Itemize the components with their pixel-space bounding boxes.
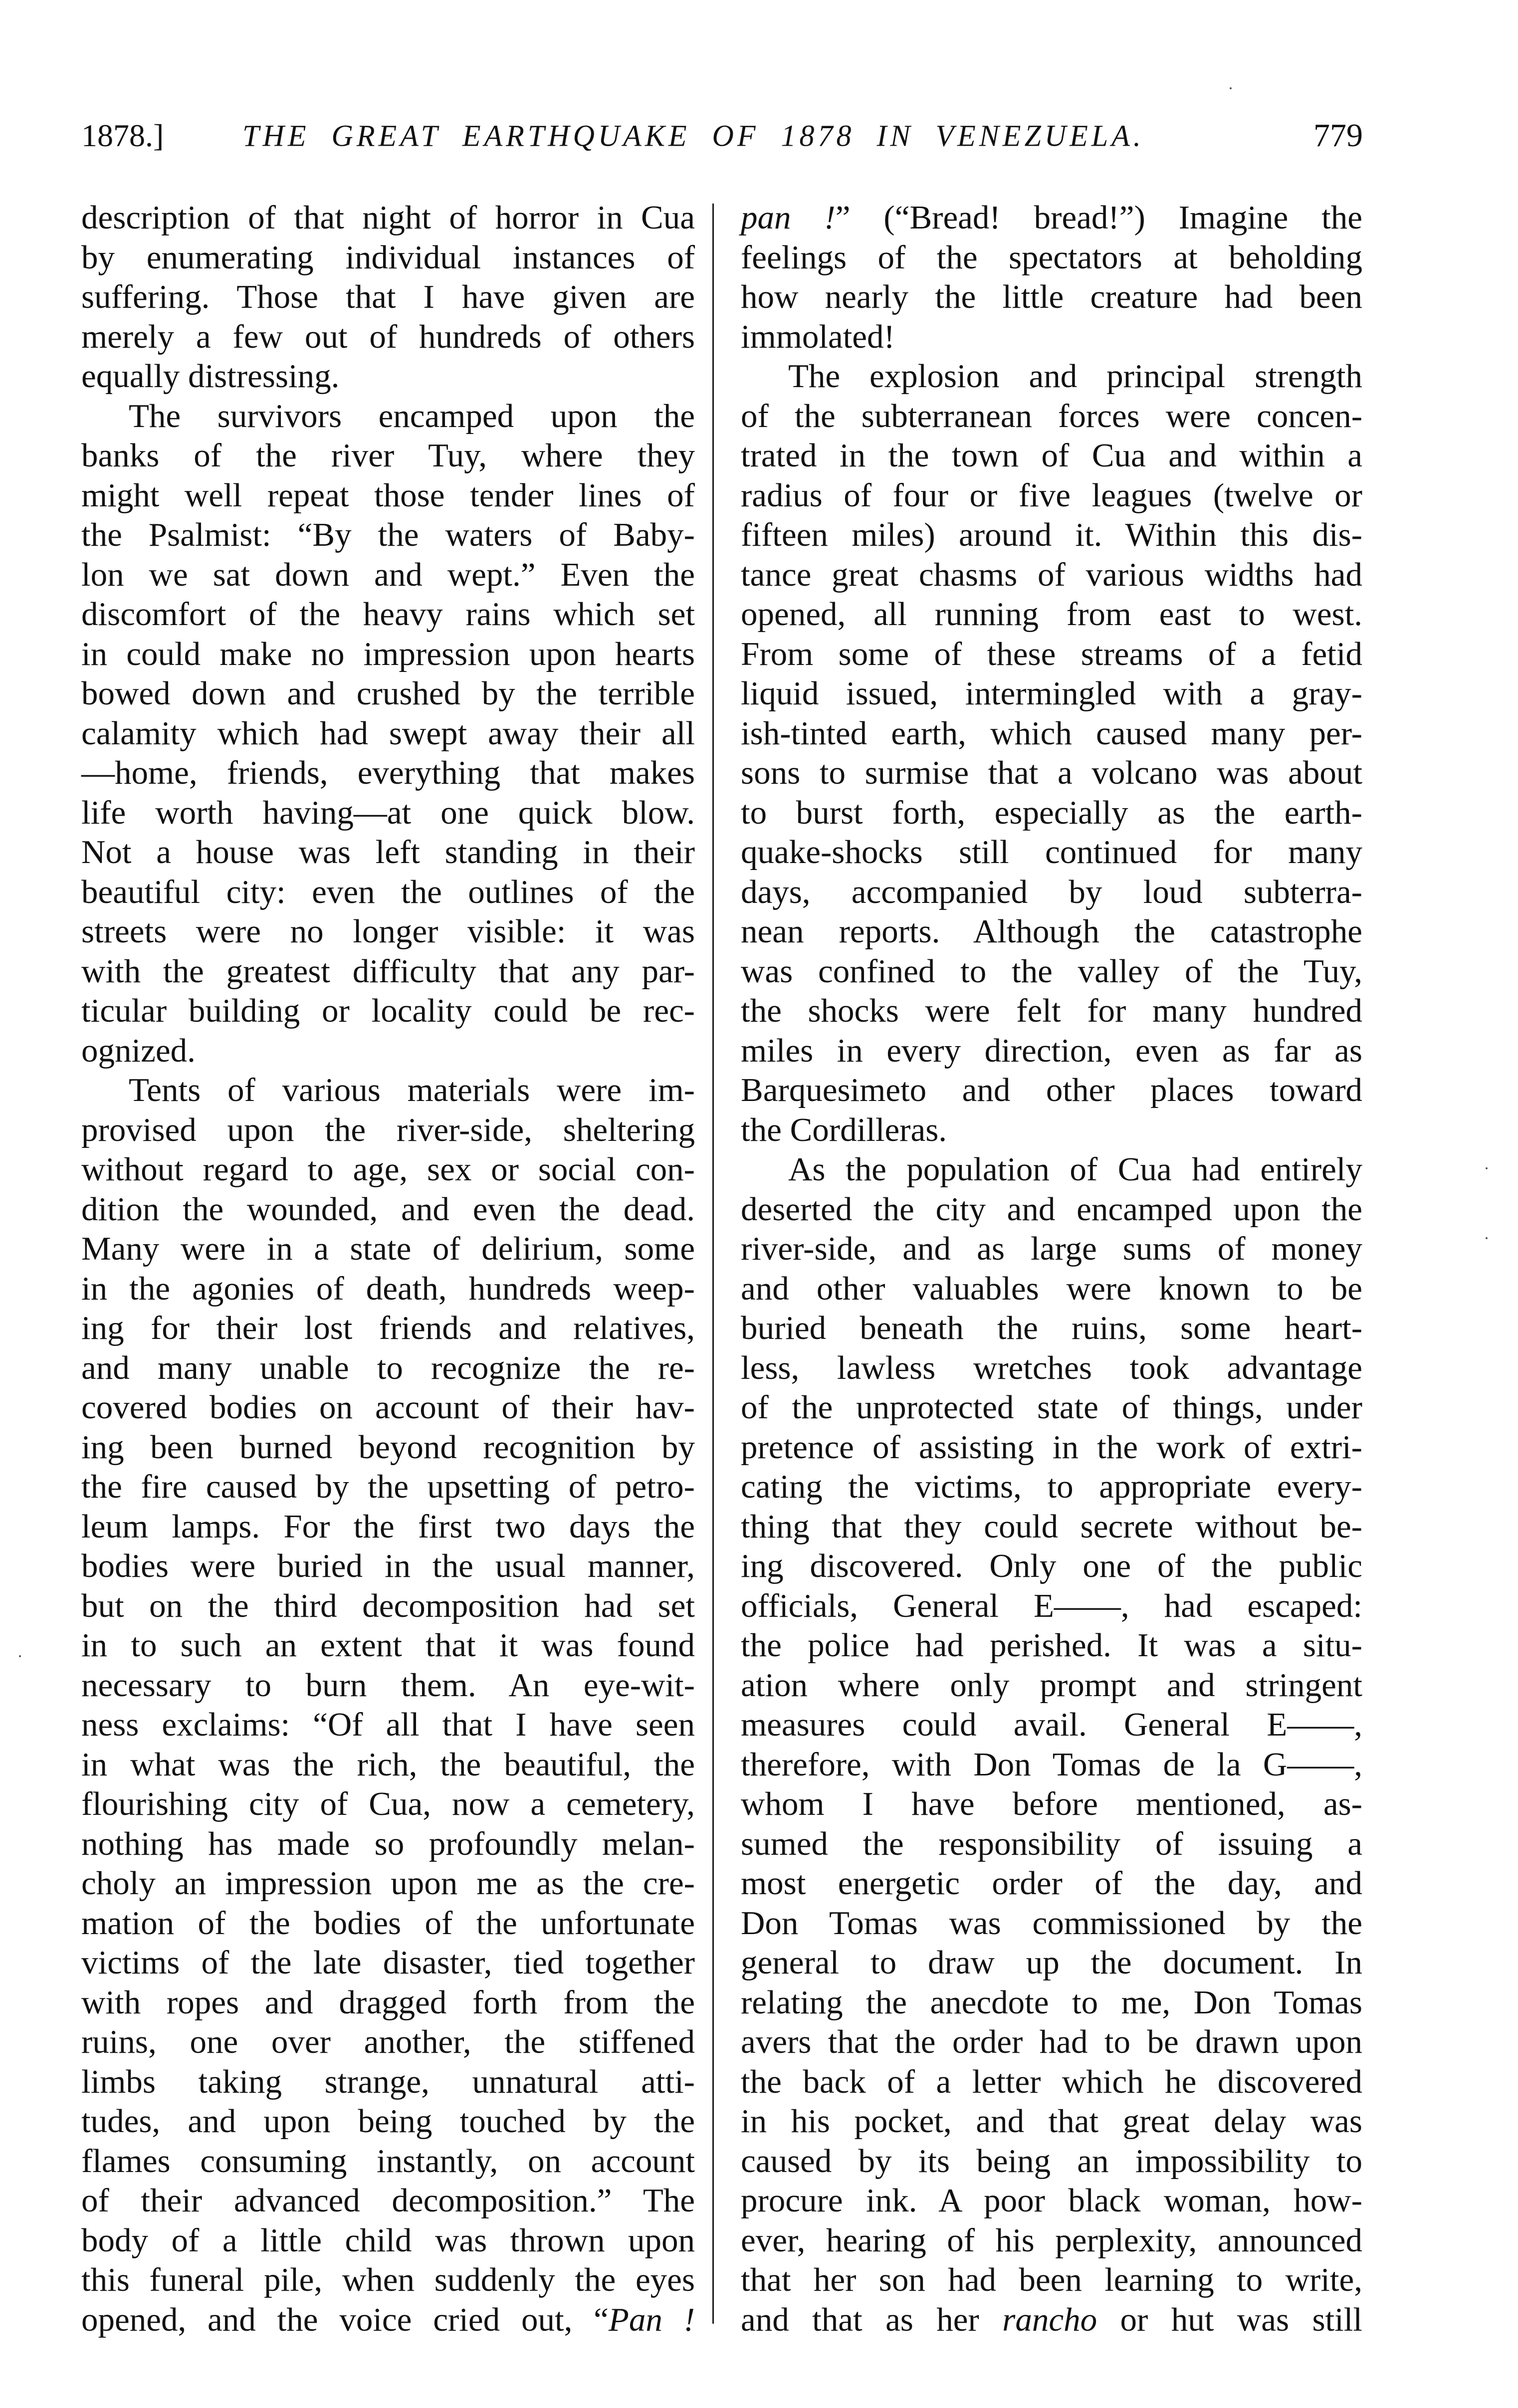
paragraph-start-line: As the population of Cua had entirely	[788, 1151, 1362, 1188]
text-line: in could make no impression upon hearts	[81, 635, 695, 672]
text-line: this funeral pile, when suddenly the eyes	[81, 2261, 695, 2298]
text-line: in to such an extent that it was found	[81, 1627, 695, 1664]
scan-speck	[1230, 87, 1232, 89]
text-line: avers that the order had to be drawn upon	[741, 2023, 1362, 2060]
paragraph-start-line: The survivors encamped upon the	[129, 397, 695, 435]
scan-speck	[19, 1655, 21, 1657]
paragraph-start-line: The explosion and principal strength	[788, 358, 1362, 395]
text-segment: opened, and the voice cried out, “	[81, 2301, 609, 2338]
text-line: miles in every direction, even as far as	[741, 1032, 1362, 1069]
text-line: calamity which had swept away their all	[81, 714, 695, 752]
text-line: limbs taking strange, unnatural atti-	[81, 2063, 695, 2100]
text-line: flourishing city of Cua, now a cemetery,	[81, 1785, 695, 1822]
text-line: days, accompanied by loud subterra-	[741, 873, 1362, 910]
text-line: by enumerating individual instances of	[81, 238, 695, 276]
text-line: victims of the late disaster, tied together	[81, 1944, 695, 1981]
text-line: without regard to age, sex or social con-	[81, 1151, 695, 1188]
text-line: relating the anecdote to me, Don Tomas	[741, 1983, 1362, 2021]
text-line: choly an impression upon me as the cre-	[81, 1865, 695, 1902]
text-line: in the agonies of death, hundreds weep-	[81, 1270, 695, 1307]
text-line: Barquesimeto and other places toward	[741, 1072, 1362, 1108]
text-line: pretence of assisting in the work of extri-	[741, 1428, 1362, 1466]
text-line: suffering. Those that I have given are	[81, 278, 695, 315]
text-line: bodies were buried in the usual manner,	[81, 1547, 695, 1584]
text-line: life worth having—at one quick blow.	[81, 794, 695, 831]
text-line: liquid issued, intermingled with a gray-	[741, 675, 1362, 712]
text-line-with-italic	[741, 198, 1362, 238]
text-line: Don Tomas was commissioned by the	[741, 1904, 1362, 1942]
text-line: ish-tinted earth, which caused many per-	[741, 714, 1362, 752]
italic-word-pan: pan !	[741, 199, 836, 236]
text-line: of their advanced decomposition.” The	[81, 2182, 695, 2219]
text-line: procure ink. A poor black woman, how-	[741, 2182, 1362, 2219]
text-line: in his pocket, and that great delay was	[741, 2103, 1362, 2140]
left-column	[81, 198, 695, 2340]
text-segment: and that as her	[741, 2301, 1003, 2338]
text-line: the back of a letter which he discovered	[741, 2063, 1362, 2100]
text-line: how nearly the little creature had been	[741, 278, 1362, 315]
text-line: with the greatest difficulty that any par-	[81, 952, 695, 990]
text-line: sons to surmise that a volcano was about	[741, 754, 1362, 791]
text-line: merely a few out of hundreds of others	[81, 318, 695, 355]
text-line: dition the wounded, and even the dead.	[81, 1190, 695, 1228]
text-line: deserted the city and encamped upon the	[741, 1190, 1362, 1228]
text-line: less, lawless wretches took advantage	[741, 1349, 1362, 1386]
text-line: banks of the river Tuy, where they	[81, 437, 695, 474]
text-line: sumed the responsibility of issuing a	[741, 1825, 1362, 1862]
text-line: provised upon the river-side, sheltering	[81, 1111, 695, 1148]
italic-word-pan: Pan !	[608, 2301, 695, 2338]
text-line-with-italic	[741, 2300, 1362, 2340]
text-line: was confined to the valley of the Tuy,	[741, 952, 1362, 990]
text-line: —home, friends, everything that makes	[81, 754, 695, 791]
text-line: to burst forth, especially as the earth-	[741, 794, 1362, 831]
text-line: beautiful city: even the outlines of the	[81, 873, 695, 910]
paragraph-start-line: Tents of various materials were im-	[129, 1072, 695, 1108]
text-line: tudes, and upon being touched by the	[81, 2103, 695, 2140]
text-line: necessary to burn them. An eye-wit-	[81, 1666, 695, 1704]
text-line: of the subterranean forces were concen-	[741, 397, 1362, 435]
text-line: with ropes and dragged forth from the	[81, 1983, 695, 2021]
italic-word-rancho: rancho	[1002, 2301, 1097, 2338]
text-line: ognized.	[81, 1032, 196, 1069]
text-line: and many unable to recognize the re-	[81, 1349, 695, 1386]
text-line-with-italic	[81, 2300, 695, 2340]
text-line: trated in the town of Cua and within a	[741, 437, 1362, 474]
text-line: equally distressing.	[81, 358, 340, 395]
text-line: tance great chasms of various widths had	[741, 556, 1362, 593]
scan-speck	[1486, 1167, 1488, 1169]
text-line: the fire caused by the upsetting of petro-	[81, 1468, 695, 1505]
text-line: cating the victims, to appropriate every-	[741, 1468, 1362, 1505]
text-line: nothing has made so profoundly melan-	[81, 1825, 695, 1862]
text-line: discomfort of the heavy rains which set	[81, 596, 695, 633]
text-line: ticular building or locality could be rec-	[81, 992, 695, 1029]
text-line: radius of four or five leagues (twelve or	[741, 476, 1362, 514]
text-line: that her son had been learning to write,	[741, 2261, 1362, 2298]
page-number: 779	[1313, 117, 1363, 154]
text-line: but on the third decomposition had set	[81, 1587, 695, 1624]
text-line: lon we sat down and wept.” Even the	[81, 556, 695, 593]
running-head	[0, 0, 1518, 170]
column-divider-rule	[712, 204, 714, 2324]
text-line: whom I have before mentioned, as-	[741, 1785, 1362, 1822]
text-line: From some of these streams of a fetid	[741, 635, 1362, 672]
text-line: caused by its being an impossibility to	[741, 2142, 1362, 2180]
text-line: ever, hearing of his perplexity, announced	[741, 2221, 1362, 2259]
text-line: thing that they could secrete without be-	[741, 1508, 1362, 1545]
text-line: ruins, one over another, the stiffened	[81, 2023, 695, 2060]
text-line: ing been burned beyond recognition by	[81, 1428, 695, 1466]
text-line: description of that night of horror in Cua	[81, 199, 695, 236]
text-line: most energetic order of the day, and	[741, 1865, 1362, 1902]
text-line: and other valuables were known to be	[741, 1270, 1362, 1307]
text-line: quake-shocks still continued for many	[741, 834, 1362, 871]
text-line: opened, all running from east to west.	[741, 596, 1362, 633]
text-line: feelings of the spectators at beholding	[741, 238, 1362, 276]
text-line: buried beneath the ruins, some heart-	[741, 1310, 1362, 1346]
text-line: therefore, with Don Tomas de la G——,	[741, 1746, 1362, 1783]
text-line: mation of the bodies of the unfortunate	[81, 1904, 695, 1942]
text-line: ing discovered. Only one of the public	[741, 1547, 1362, 1584]
text-line: nean reports. Although the catastrophe	[741, 913, 1362, 950]
text-line: bowed down and crushed by the terrible	[81, 675, 695, 712]
text-line: covered bodies on account of their hav-	[81, 1389, 695, 1426]
text-line: the police had perished. It was a situ-	[741, 1627, 1362, 1664]
scan-speck	[1486, 1237, 1488, 1239]
text-line: in what was the rich, the beautiful, the	[81, 1746, 695, 1783]
text-line: Not a house was left standing in their	[81, 834, 695, 871]
text-line: immolated!	[741, 318, 895, 355]
text-line: general to draw up the document. In	[741, 1944, 1362, 1981]
right-column	[741, 198, 1362, 2340]
text-line: the shocks were felt for many hundred	[741, 992, 1362, 1029]
text-line: streets were no longer visible: it was	[81, 913, 695, 950]
text-line: flames consuming instantly, on account	[81, 2142, 695, 2180]
text-line: might well repeat those tender lines of	[81, 476, 695, 514]
running-head-year: 1878.]	[81, 118, 164, 153]
text-line: river-side, and as large sums of money	[741, 1230, 1362, 1267]
text-segment: ” (“Bread! bread!”) Imagine the	[835, 199, 1363, 236]
text-line: ation where only prompt and stringent	[741, 1666, 1362, 1704]
text-line: Many were in a state of delirium, some	[81, 1230, 695, 1267]
text-line: fifteen miles) around it. Within this dis-	[741, 516, 1362, 553]
text-line: officials, General E——, had escaped:	[741, 1587, 1362, 1624]
running-head-title: THE GREAT EARTHQUAKE OF 1878 IN VENEZUELA.	[242, 119, 1144, 153]
text-line: measures could avail. General E——,	[741, 1706, 1362, 1743]
text-segment: or hut was still	[1097, 2301, 1362, 2338]
text-line: leum lamps. For the first two days the	[81, 1508, 695, 1545]
text-line: body of a little child was thrown upon	[81, 2221, 695, 2259]
text-line: the Cordilleras.	[741, 1111, 947, 1148]
text-line: ing for their lost friends and relatives,	[81, 1310, 695, 1346]
text-line: ness exclaims: “Of all that I have seen	[81, 1706, 695, 1743]
text-line: the Psalmist: “By the waters of Baby-	[81, 516, 695, 553]
text-line: of the unprotected state of things, under	[741, 1389, 1362, 1426]
